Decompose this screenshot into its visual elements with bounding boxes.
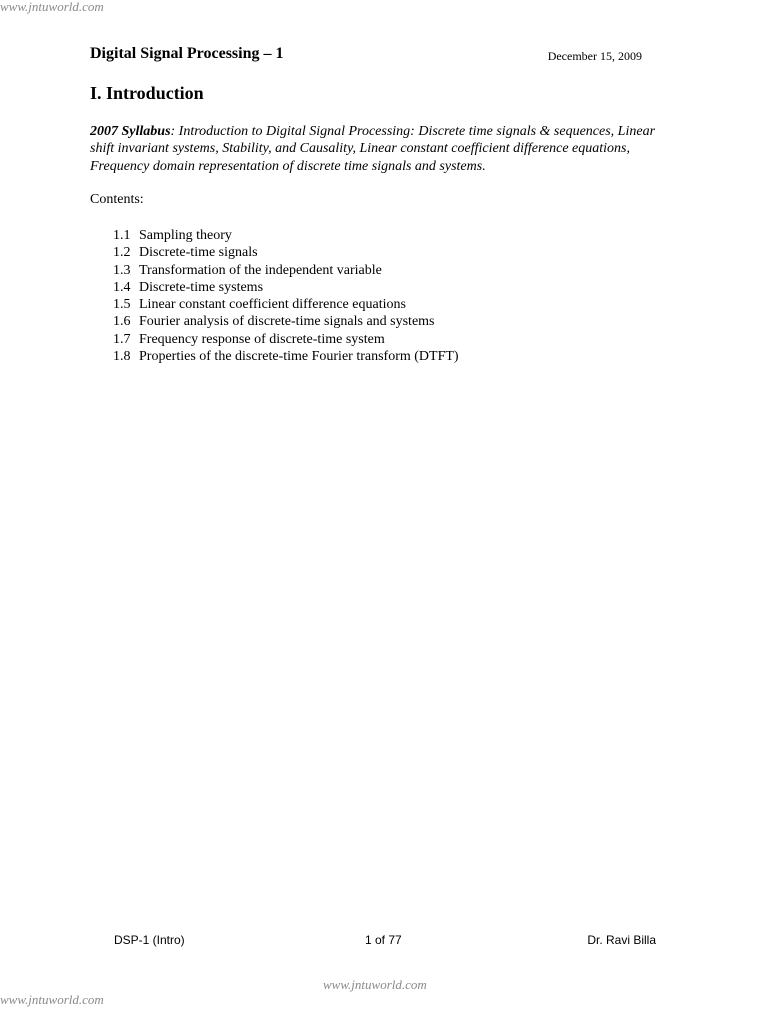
toc-item-title: Discrete-time systems	[139, 279, 264, 295]
syllabus-label: 2007 Syllabus	[90, 124, 171, 139]
toc-item-title: Discrete-time signals	[139, 245, 258, 261]
toc-item	[113, 331, 459, 348]
toc-item-title: Transformation of the independent variable	[139, 262, 382, 278]
toc-item	[113, 244, 459, 261]
toc-item-number: 1.2	[113, 245, 131, 261]
toc-item-number: 1.7	[113, 331, 131, 347]
toc-item-title: Properties of the discrete-time Fourier transform (DTFT)	[139, 349, 459, 365]
syllabus-text: : Introduction to Digital Signal Processing: Discrete time signals & sequences, Linear shift invariant systems, Stability, and Causality, Linear constant coefficient difference equations, Frequency domain representation of discrete time signals and systems.	[90, 124, 656, 174]
toc-item	[113, 348, 459, 365]
toc-item-title: Sampling theory	[139, 228, 232, 243]
toc-item	[113, 262, 459, 279]
footer-document-label: DSP-1 (Intro)	[114, 933, 185, 947]
toc-item-number: 1.3	[113, 262, 131, 278]
document-title: Digital Signal Processing – 1	[90, 45, 284, 62]
watermark-bottom-left: www.jntuworld.com	[0, 992, 104, 1007]
toc-item-number: 1.4	[113, 279, 131, 295]
section-heading: I. Introduction	[90, 83, 204, 103]
syllabus-paragraph	[90, 123, 665, 175]
toc-item-number: 1.5	[113, 297, 131, 313]
page-number: 1 of 77	[365, 933, 402, 947]
document-header	[90, 45, 642, 67]
toc-item	[113, 313, 459, 330]
contents-label: Contents:	[90, 192, 144, 207]
watermark-top: www.jntuworld.com	[0, 0, 104, 14]
toc-item-number: 1.6	[113, 314, 131, 330]
toc-item	[113, 296, 459, 313]
toc-item	[113, 279, 459, 296]
toc-item-number: 1.8	[113, 349, 131, 365]
toc-item-title: Fourier analysis of discrete-time signals and systems	[139, 314, 435, 330]
toc-item-title: Linear constant coefficient difference equations	[139, 297, 406, 313]
toc-item-title: Frequency response of discrete-time system	[139, 331, 385, 347]
toc-item	[113, 227, 459, 244]
toc-item-number: 1.1	[113, 228, 131, 243]
footer-author: Dr. Ravi Billa	[587, 933, 656, 947]
watermark-bottom-center: www.jntuworld.com	[323, 977, 427, 992]
table-of-contents	[113, 227, 459, 365]
document-date: December 15, 2009	[547, 49, 642, 63]
page-footer	[114, 933, 656, 951]
